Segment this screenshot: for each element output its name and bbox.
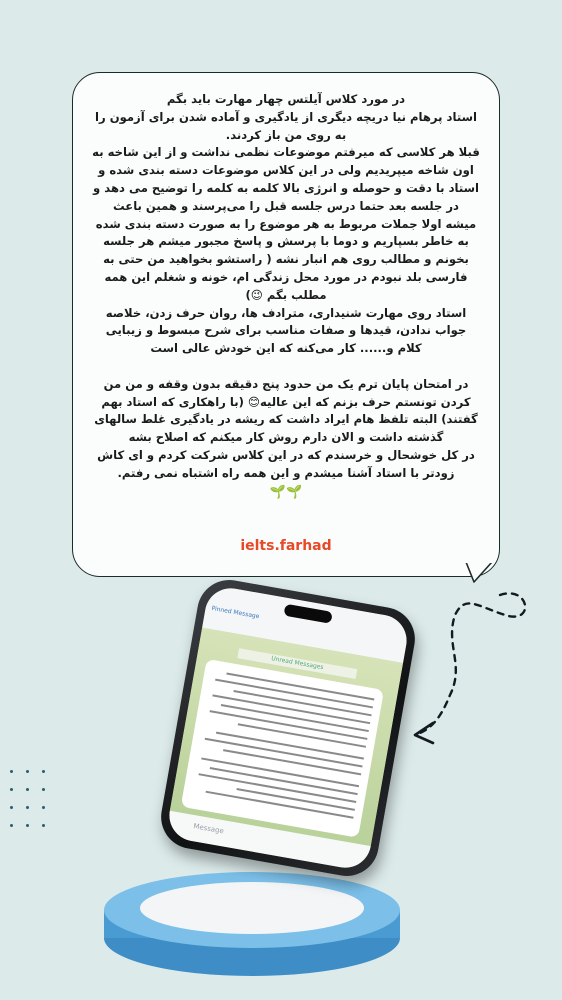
p4-line: در امتحان پایان ترم یک من حدود پنج دقیقه بدون وقفه و من من [103, 376, 469, 391]
p2-line: فارسی بلد نبودم در مورد محل زندگی ام، خونه و شغلم این همه [104, 269, 468, 284]
p2-line: استاد با دقت و حوصله و انرژی بالا کلمه به کلمه را توضیح می دهد و [93, 180, 479, 195]
p3-line: جواب ندادن، قیدها و صفات مناسب برای شرح مبسوط و زیبایی [105, 323, 467, 338]
p4-line: گذشته داشت و الان دارم روش کار میکنم که اصلاح بشه [128, 430, 444, 445]
p4-line: در کل خوشحال و خرسندم که در این کلاس شرکت کردم و ای کاش [97, 447, 475, 462]
p2-line: به خاطر بسپاریم و دوما با پرسش و پاسخ مجبور میشم هر جلسه [103, 234, 469, 249]
testimonial-text [89, 91, 483, 483]
p2-line: در جلسه بعد حتما درس جلسه قبل را می‌پرسند و همین باعث [113, 198, 459, 213]
composer-placeholder: Message [192, 822, 225, 836]
p4-line: کردن تونستم حرف بزنم که این عالیه😊 (با راهکاری که استاد بهم [101, 394, 471, 409]
p2-line: میشه اولا جملات مربوط به هر موضوع را به صورت دسته بندی شده [95, 216, 477, 231]
p2-line: قبلا هر کلاسی که میرفتم موضوعات نظمی نداشت و از این شاخه به [92, 145, 480, 160]
unread-messages-label: Unread Messages [237, 648, 357, 679]
pinned-message-label: Pinned Message [210, 604, 260, 621]
p3-line: استاد روی مهارت شنیداری، مترادف ها، روان حرف زدن، خلاصه [105, 305, 467, 320]
phone-mockup [156, 575, 420, 881]
p4-line: زودتر با استاد آشنا میشدم و این همه راه اشتباه نمی رفتم. [117, 465, 455, 480]
brand-handle: ielts.farhad [240, 538, 332, 554]
p1-line: استاد پرهام نیا دریچه دیگری از یادگیری و آماده شدن برای آزمون را [95, 109, 477, 124]
p4-line: گفتند) البته تلفظ هام ایراد داشت که ریشه در یادگیری غلط سالهای [94, 412, 478, 427]
p1-line: در مورد کلاس آیلتس چهار مهارت باید بگم [166, 92, 406, 106]
p1-line: به روی من باز کردند. [225, 127, 347, 142]
p2-line: اون شاخه میپریدیم ولی در این کلاس موضوعات دسته بندی شده و [98, 163, 474, 178]
p3-line: کلام و...... کار می‌کنه که این خودش عالی است [150, 341, 422, 356]
p2-line: بخونم و مطالب روی هم انبار نشه ( راستشو بخواهید من حتی به [103, 252, 469, 267]
testimonial-bubble [72, 72, 500, 577]
dashed-arrow-icon [405, 585, 535, 745]
chat-message-card [181, 659, 384, 838]
sprout-emoji: 🌱🌱 [269, 484, 303, 500]
p2-line: مطلب بگم 😉) [245, 287, 327, 302]
